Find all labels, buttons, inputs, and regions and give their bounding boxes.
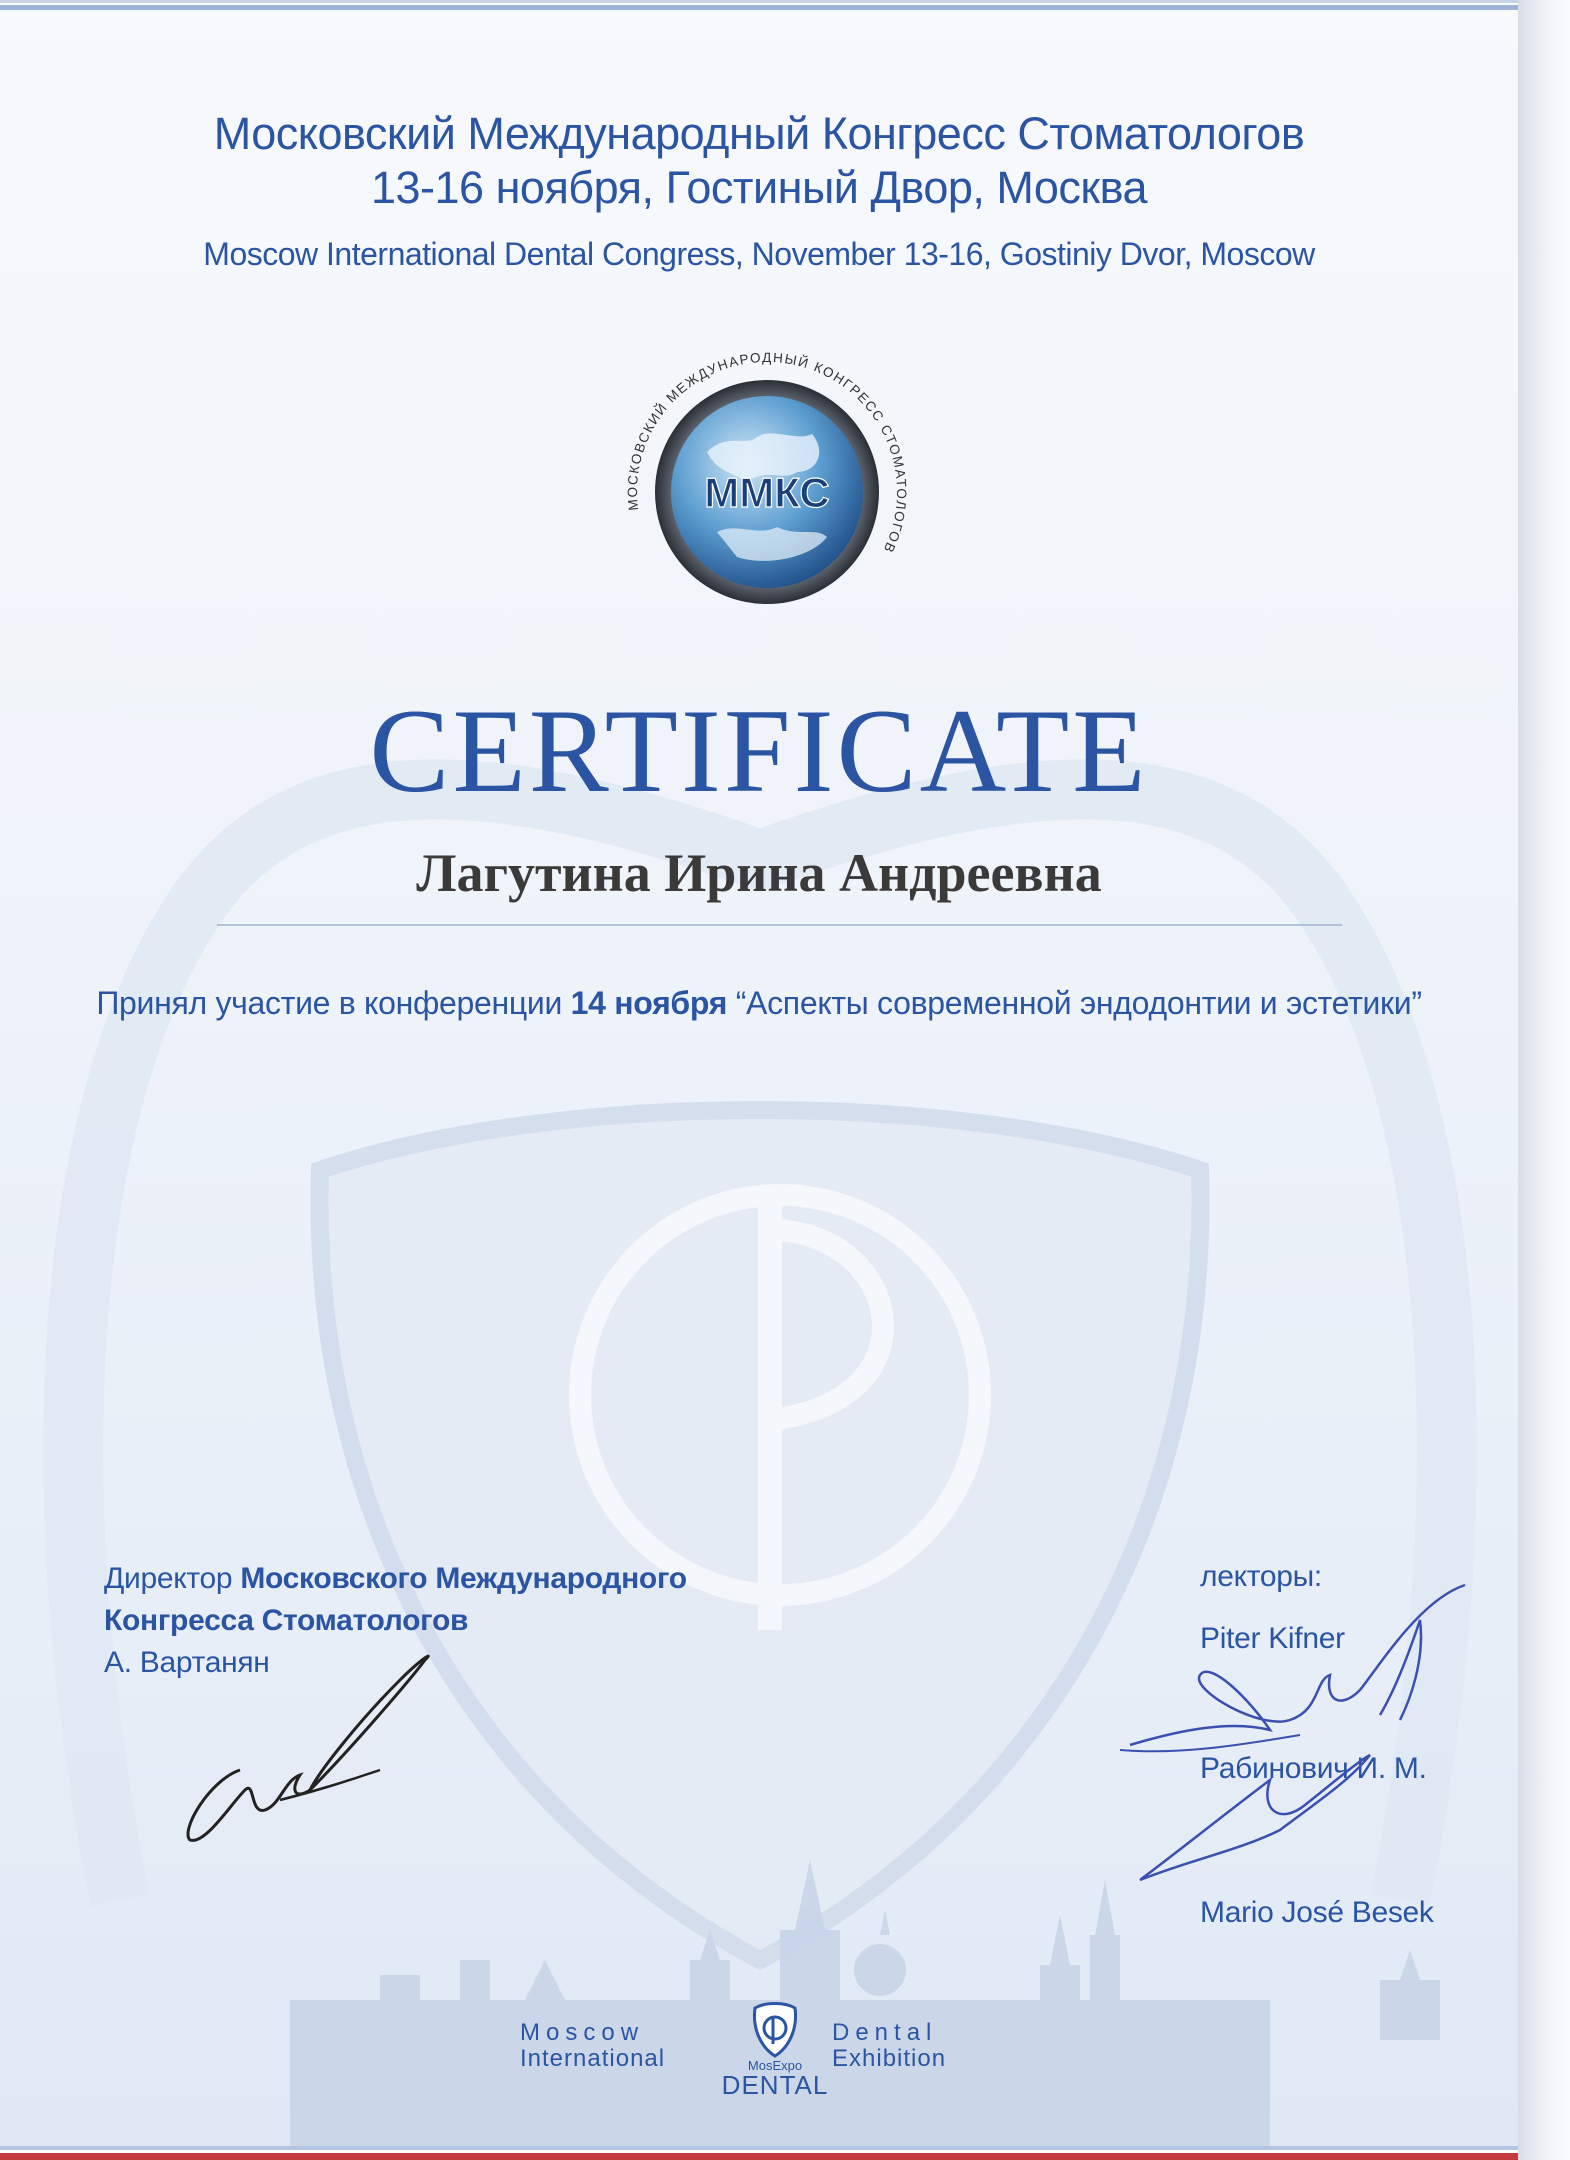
name-underline [217, 924, 1342, 926]
director-org-line1: Московского Международного [240, 1562, 687, 1595]
page-edge-shadow [1518, 0, 1570, 2160]
mosexpo-label: MosExpo [747, 2058, 803, 2073]
director-org-line2: Конгресса Стоматологов [104, 1604, 469, 1637]
header-title-en: Moscow International Dental Congress, November 13-16, Gostiniy Dvor, Moscow [203, 236, 1315, 272]
lecturers-label: лекторы: [1200, 1560, 1322, 1593]
header-title-ru: Московский Международный Конгресс Стоматологов [213, 108, 1305, 159]
footer-right-text: Dental Exhibition [832, 2019, 947, 2072]
dental-label: DENTAL [721, 2070, 829, 2100]
director-name: А. Вартанян [104, 1646, 270, 1679]
director-role: Директор [104, 1562, 241, 1595]
svg-text:МОСКОВСКИЙ МЕЖДУНАРОДНЫЙ КОНГР: МОСКОВСКИЙ МЕЖДУНАРОДНЫЙ КОНГРЕСС СТОМАТОЛОГОВ [624, 349, 910, 556]
certificate-title: CERTIFICATE [369, 684, 1149, 817]
recipient-name: Лагутина Ирина Андреевна [416, 843, 1102, 903]
lecturer-name: Piter Kifner [1200, 1622, 1345, 1655]
lecturer-name: Mario José Besek [1200, 1896, 1434, 1929]
participation-text [0, 985, 1518, 1022]
lecturer-signatures [1120, 1580, 1500, 1890]
mosexpo-dental-logo [700, 2000, 850, 2100]
logo-abbreviation: ММКС [704, 469, 830, 516]
director-signature [170, 1640, 450, 1850]
lecturer-name: Рабинович И. М. [1200, 1752, 1427, 1785]
bottom-stripe [0, 2146, 1518, 2160]
top-stripe [0, 0, 1518, 10]
participation-date: 14 ноября [570, 985, 728, 1021]
header-dates-ru: 13-16 ноября, Гостиный Двор, Москва [370, 162, 1148, 213]
congress-logo [597, 322, 937, 662]
participation-topic: “Аспекты современной эндодонтии и эстетики” [727, 985, 1422, 1021]
participation-prefix: Принял участие в конференции [96, 985, 571, 1021]
footer-left-text: Moscow International [520, 2019, 666, 2072]
